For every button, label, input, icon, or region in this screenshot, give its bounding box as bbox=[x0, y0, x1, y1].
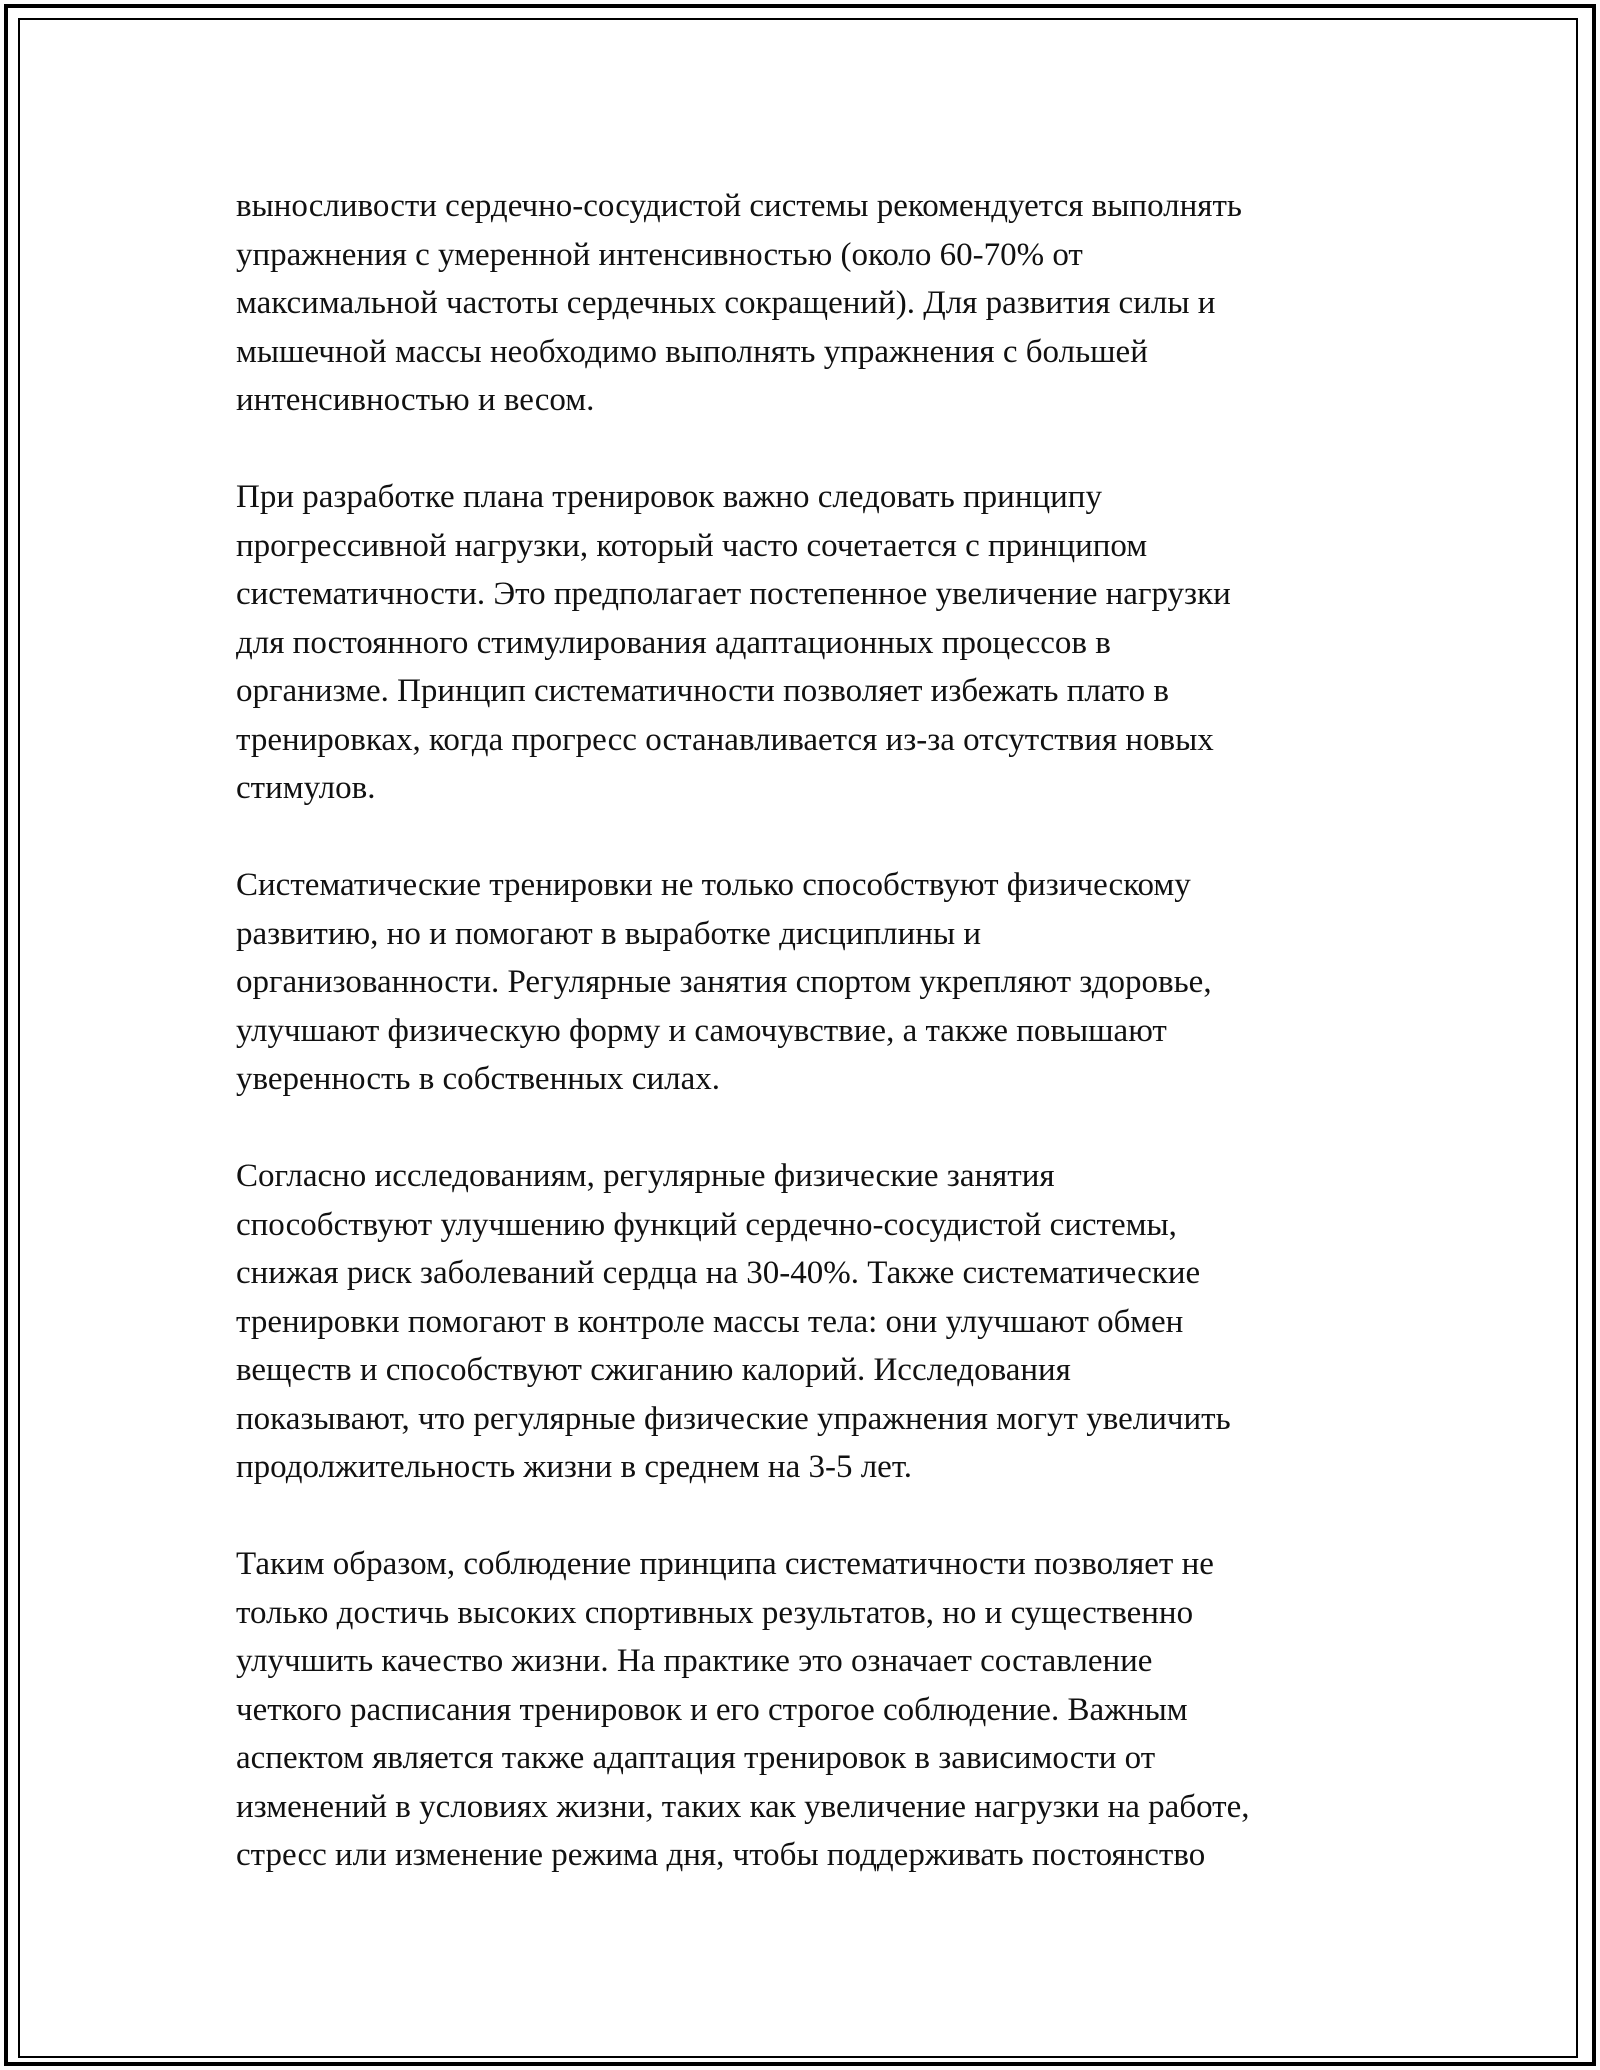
paragraph-line: развитию, но и помогают в выработке дисциплины и bbox=[236, 915, 982, 952]
paragraph-line: веществ и способствуют сжиганию калорий. Исследования bbox=[236, 1352, 1071, 1388]
paragraph-line: систематичности. Это предполагает постепенное увеличение нагрузки bbox=[236, 576, 1231, 612]
paragraph-line: мышечной массы необходимо выполнять упражнения с большей bbox=[236, 333, 1148, 370]
paragraph-line: уверенность в собственных силах. bbox=[236, 1061, 720, 1097]
paragraph-line: способствуют улучшению функций сердечно-сосудистой системы, bbox=[236, 1206, 1177, 1243]
paragraph-line: изменений в условиях жизни, таких как увеличение нагрузки на работе, bbox=[236, 1788, 1250, 1825]
paragraph-line: тренировках, когда прогресс останавливается из-за отсутствия новых bbox=[236, 721, 1214, 758]
paragraph-5 bbox=[236, 1540, 1376, 1880]
paragraph-line: аспектом является также адаптация тренировок в зависимости от bbox=[236, 1740, 1156, 1776]
paragraph-line: для постоянного стимулирования адаптационных процессов в bbox=[236, 624, 1111, 661]
paragraph-3 bbox=[236, 861, 1376, 1104]
paragraph-line: максимальной частоты сердечных сокращений). Для развития силы и bbox=[236, 285, 1216, 321]
paragraph-4 bbox=[236, 1152, 1376, 1492]
document-body bbox=[236, 182, 1376, 1928]
paragraph-line: упражнения с умеренной интенсивностью (около 60-70% от bbox=[236, 236, 1083, 273]
paragraph-line: только достичь высоких спортивных результатов, но и существенно bbox=[236, 1594, 1194, 1631]
paragraph-line: Систематические тренировки не только способствуют физическому bbox=[236, 867, 1191, 903]
paragraph-line: снижая риск заболеваний сердца на 30-40%. Также систематические bbox=[236, 1255, 1201, 1291]
paragraph-line: Таким образом, соблюдение принципа систематичности позволяет не bbox=[236, 1546, 1214, 1582]
paragraph-line: выносливости сердечно-сосудистой системы рекомендуется выполнять bbox=[236, 188, 1242, 224]
paragraph-1 bbox=[236, 182, 1376, 425]
paragraph-line: улучшить качество жизни. На практике это означает составление bbox=[236, 1643, 1153, 1679]
paragraph-line: стресс или изменение режима дня, чтобы поддерживать постоянство bbox=[236, 1837, 1206, 1873]
paragraph-line: продолжительность жизни в среднем на 3-5 лет. bbox=[236, 1449, 913, 1485]
paragraph-line: организме. Принцип систематичности позволяет избежать плато в bbox=[236, 673, 1169, 709]
paragraph-line: организованности. Регулярные занятия спортом укрепляют здоровье, bbox=[236, 964, 1212, 1000]
paragraph-line: интенсивностью и весом. bbox=[236, 382, 595, 418]
paragraph-line: показывают, что регулярные физические упражнения могут увеличить bbox=[236, 1400, 1231, 1437]
paragraph-line: Согласно исследованиям, регулярные физические занятия bbox=[236, 1158, 1055, 1194]
paragraph-line: улучшают физическую форму и самочувствие, а также повышают bbox=[236, 1012, 1167, 1049]
paragraph-line: стимулов. bbox=[236, 770, 376, 806]
paragraph-line: прогрессивной нагрузки, который часто сочетается с принципом bbox=[236, 527, 1148, 564]
paragraph-2 bbox=[236, 473, 1376, 813]
paragraph-line: При разработке плана тренировок важно следовать принципу bbox=[236, 479, 1102, 515]
paragraph-line: тренировки помогают в контроле массы тела: они улучшают обмен bbox=[236, 1303, 1184, 1340]
paragraph-line: четкого расписания тренировок и его строгое соблюдение. Важным bbox=[236, 1691, 1188, 1728]
